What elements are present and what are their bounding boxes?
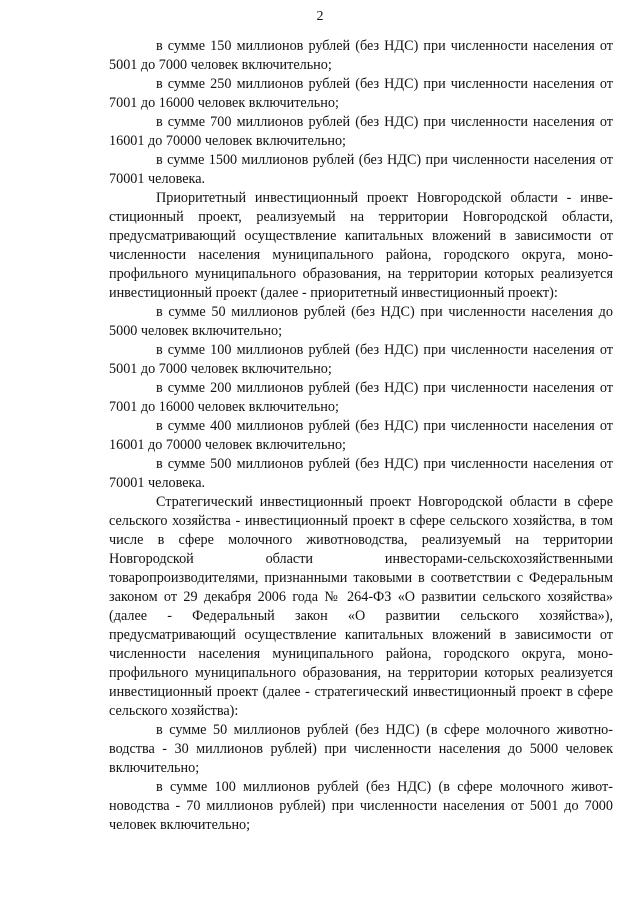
paragraph-priority-project-definition: Приоритетный инвестиционный проект Новгородской области - инвестиционный проект, реализуемый на территории Новгородской области, предусматривающий осуществление капитальных вложений в зависимости от численности населения муниципального района, городского округа, монопрофильного муниципального образования, на территории которых реализуется инвестиционный проект (далее - приоритетный инвестиционный проект): bbox=[109, 190, 613, 301]
paragraph-amount-1500: в сумме 1500 миллионов рублей (без НДС) при численности населения от 70001 человека. bbox=[109, 152, 613, 187]
page-number: 2 bbox=[316, 9, 324, 24]
paragraph-agri-amount-100: в сумме 100 миллионов рублей (без НДС) (в сфере молочного животноводства - 70 миллионов рублей) при численности населения от 5001 до 7000 человек включительно; bbox=[109, 779, 613, 833]
paragraph-priority-amount-50: в сумме 50 миллионов рублей (без НДС) при численности населения до 5000 человек включительно; bbox=[109, 304, 613, 339]
paragraph-priority-amount-400: в сумме 400 миллионов рублей (без НДС) при численности населения от 16001 до 70000 человек включительно; bbox=[109, 418, 613, 453]
paragraph-agri-amount-50: в сумме 50 миллионов рублей (без НДС) (в сфере молочного животноводства - 30 миллионов рублей) при численности населения до 5000 человек включительно; bbox=[109, 722, 613, 776]
paragraph-amount-700: в сумме 700 миллионов рублей (без НДС) при численности населения от 16001 до 70000 человек включительно; bbox=[109, 114, 613, 149]
paragraph-priority-amount-200: в сумме 200 миллионов рублей (без НДС) при численности населения от 7001 до 16000 человек включительно; bbox=[109, 380, 613, 415]
paragraph-strategic-agri-project-definition: Стратегический инвестиционный проект Новгородской области в сфере сельского хозяйства - инвестиционный проект в сфере сельского хозяйства, в том числе в сфере молочного животноводства, реализуемый на территории Новгородской области инвесторами-сельскохозяйственными товаропроизводителями, признанными таковыми в соответствии с Федеральным законом от 29 декабря 2006 года № 264-ФЗ «О развитии сельского хозяйства» (далее - Федеральный закон «О развитии сельского хозяйства»), предусматривающий осуществление капитальных вложений в зависимости от численности населения муниципального района, городского округа, монопрофильного муниципального образования, на территории которых реализуется инвестиционный проект (далее - стратегический инвестиционный проект в сфере сельского хозяйства): bbox=[109, 494, 613, 719]
paragraph-amount-250: в сумме 250 миллионов рублей (без НДС) при численности населения от 7001 до 16000 человек включительно; bbox=[109, 76, 613, 111]
paragraph-priority-amount-500: в сумме 500 миллионов рублей (без НДС) при численности населения от 70001 человека. bbox=[109, 456, 613, 491]
document-body bbox=[109, 37, 613, 835]
paragraph-priority-amount-100: в сумме 100 миллионов рублей (без НДС) при численности населения от 5001 до 7000 человек включительно; bbox=[109, 342, 613, 377]
paragraph-amount-150: в сумме 150 миллионов рублей (без НДС) при численности населения от 5001 до 7000 человек включительно; bbox=[109, 38, 613, 73]
